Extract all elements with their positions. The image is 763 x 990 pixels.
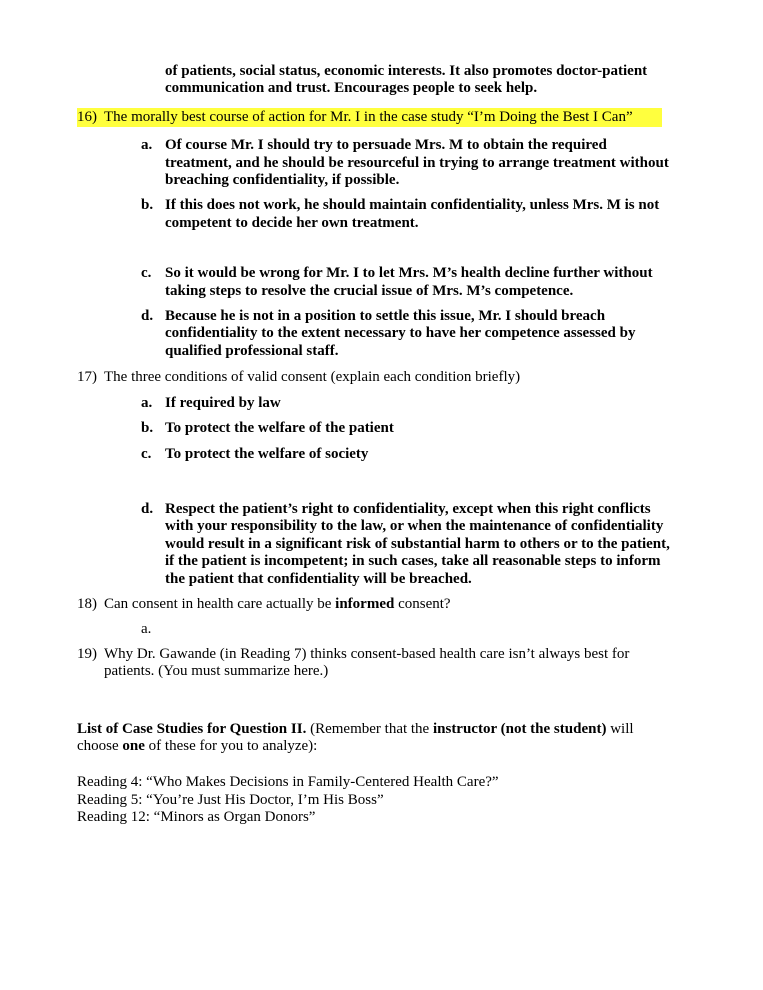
question-17-option-d	[141, 501, 763, 588]
question-19-number: 19)	[77, 645, 97, 662]
question-16-option-d	[141, 308, 763, 360]
continuation-paragraph: of patients, social status, economic interests. It also promotes doctor-patient communication and trust. Encourages people to seek help.	[165, 63, 648, 97]
option-letter: b.	[141, 197, 154, 214]
question-16-option-b	[141, 197, 763, 232]
option-letter: a.	[141, 394, 153, 411]
question-18	[77, 596, 763, 613]
option-text: If required by law	[165, 394, 281, 411]
case-studies-heading: List of Case Studies for Question II.	[77, 720, 307, 737]
question-18-sub-item-a	[141, 621, 763, 638]
reading-item-4: Reading 4: “Who Makes Decisions in Family-Centered Health Care?”	[77, 774, 499, 791]
option-letter: a.	[141, 621, 152, 638]
option-text: Of course Mr. I should try to persuade Mrs. M to obtain the required treatment, and he should be resourceful in trying to arrange treatment without breaching confidentiality, if possible.	[165, 137, 669, 189]
option-letter: c.	[141, 265, 152, 282]
question-16-prompt-highlighted: The morally best course of action for Mr. I in the case study “I’m Doing the Best I Can”	[104, 108, 662, 127]
question-16-option-c	[141, 265, 763, 300]
question-19-prompt: Why Dr. Gawande (in Reading 7) thinks consent-based health care isn’t always best for patients. (You must summarize here.)	[104, 645, 630, 680]
question-17-prompt: The three conditions of valid consent (explain each condition briefly)	[104, 369, 521, 386]
reading-list	[77, 774, 662, 826]
case-studies-bold-one: one	[122, 737, 145, 754]
reading-item-5: Reading 5: “You’re Just His Doctor, I’m His Boss”	[77, 791, 384, 808]
option-text: Because he is not in a position to settle this issue, Mr. I should breach confidentiality to the extent necessary to have her competence assessed by qualified professional staff.	[165, 308, 636, 359]
case-studies-text-3: of these for you to analyze):	[144, 737, 318, 754]
case-studies-bold-instructor: instructor (not the student)	[432, 720, 607, 737]
question-16-number: 16)	[77, 108, 104, 127]
question-16	[77, 108, 763, 127]
option-text: Respect the patient’s right to confidentiality, except when this right conflicts with your responsibility to the law, or when the maintenance of confidentiality would result in a significant risk of substantial harm to others or to the patient, if the patient is incompetent; in such cases, take all reasonable steps to inform the patient that confidentiality will be breached.	[165, 500, 670, 587]
question-19	[77, 646, 763, 681]
question-18-prompt-start: Can consent in health care actually be	[104, 595, 336, 612]
option-letter: a.	[141, 137, 153, 154]
case-studies-text-1: (Remember that the	[306, 720, 433, 737]
question-17-option-c	[141, 446, 763, 463]
reading-item-12: Reading 12: “Minors as Organ Donors”	[77, 809, 316, 826]
question-18-prompt-bold-word: informed	[335, 595, 395, 612]
case-studies-paragraph	[77, 721, 662, 756]
question-17-number: 17)	[77, 369, 97, 386]
option-letter: d.	[141, 500, 154, 517]
question-17-option-a	[141, 395, 763, 412]
option-letter: d.	[141, 308, 154, 325]
option-text: So it would be wrong for Mr. I to let Mrs. M’s health decline further without taking steps to resolve the crucial issue of Mrs. M’s competence.	[165, 265, 653, 299]
question-17-option-b	[141, 420, 763, 437]
question-18-number: 18)	[77, 595, 97, 612]
case-studies-text-2: will choose	[77, 720, 634, 754]
option-text-empty	[165, 621, 673, 638]
option-text: To protect the welfare of the patient	[165, 420, 394, 437]
option-text: If this does not work, he should maintain confidentiality, unless Mrs. M is not competent to decide her own treatment.	[165, 197, 660, 231]
question-18-prompt-end: consent?	[394, 595, 451, 612]
question-16-option-a	[141, 137, 763, 189]
option-letter: b.	[141, 420, 154, 437]
option-text: To protect the welfare of society	[165, 445, 369, 462]
question-18-prompt	[104, 596, 662, 613]
option-letter: c.	[141, 445, 152, 462]
question-17	[77, 369, 763, 386]
